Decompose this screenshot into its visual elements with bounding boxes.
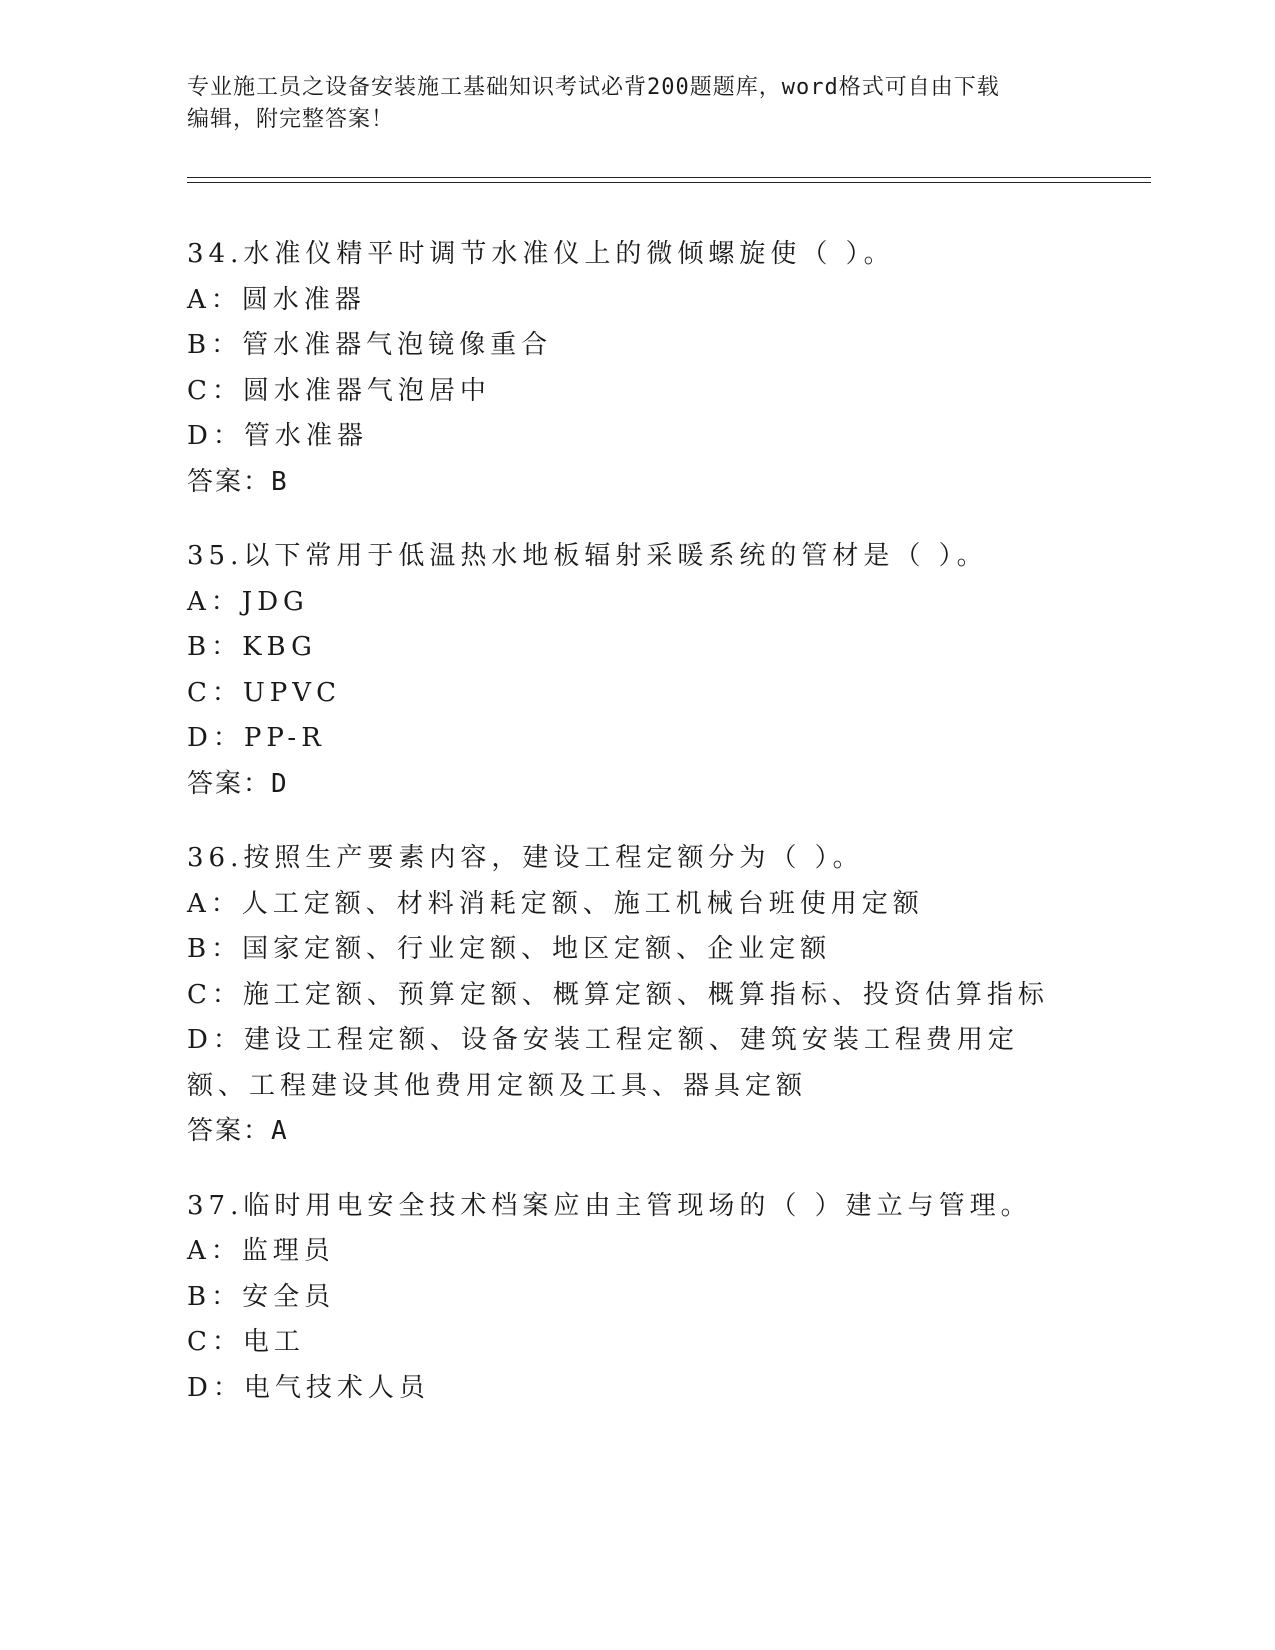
header-rule-top <box>187 177 1151 178</box>
answer-line <box>187 1109 1077 1155</box>
option-b: B：管水准器气泡镜像重合 <box>187 330 553 360</box>
document-header <box>187 72 1077 136</box>
option-b: B：KBG <box>187 632 317 662</box>
option-c: C：圆水准器气泡居中 <box>187 375 491 406</box>
question-37 <box>187 1184 1077 1412</box>
question-36 <box>187 836 1077 1155</box>
option-c: C：施工定额、预算定额、概算定额、概算指标、投资估算指标 <box>187 979 1049 1010</box>
answer-value: A <box>271 1116 289 1146</box>
option-c: C：电工 <box>187 1327 305 1357</box>
question-list <box>187 232 1077 1440</box>
question-35 <box>187 534 1077 807</box>
option-d: D：建设工程定额、设备安装工程定额、建筑安装工程费用定额、工程建设其他费用定额及工具、器具定额 <box>187 1025 1019 1101</box>
option-d: D：PP-R <box>187 723 326 753</box>
option-a: A：JDG <box>187 586 309 617</box>
answer-line <box>187 460 1077 506</box>
option-d: D：管水准器 <box>187 421 368 451</box>
option-d: D：电气技术人员 <box>187 1372 430 1403</box>
option-a: A：人工定额、材料消耗定额、施工机械台班使用定额 <box>187 888 924 919</box>
answer-label: 答案： <box>187 768 272 799</box>
answer-value: D <box>271 768 289 799</box>
option-c: C：UPVC <box>187 677 341 708</box>
answer-value: B <box>271 466 289 497</box>
option-b: B：安全员 <box>187 1281 336 1312</box>
header-title-line-1: 专业施工员之设备安装施工基础知识考试必背200题题库，word格式可自由下载 <box>187 75 1000 100</box>
answer-label: 答案： <box>187 1116 272 1146</box>
option-b: B：国家定额、行业定额、地区定额、企业定额 <box>187 934 832 964</box>
question-stem: 36.按照生产要素内容，建设工程定额分为（ ）。 <box>187 843 864 873</box>
question-34 <box>187 232 1077 505</box>
question-stem: 34.水准仪精平时调节水准仪上的微倾螺旋使（ ）。 <box>187 239 895 269</box>
option-a: A：圆水准器 <box>187 284 366 315</box>
question-stem: 37.临时用电安全技术档案应由主管现场的（ ）建立与管理。 <box>187 1190 1032 1221</box>
answer-line <box>187 762 1077 808</box>
header-title-line-2: 编辑，附完整答案！ <box>187 107 395 132</box>
question-stem: 35.以下常用于低温热水地板辐射采暖系统的管材是（ ）。 <box>187 541 988 571</box>
header-rule-bottom <box>187 182 1151 183</box>
option-a: A：监理员 <box>187 1236 335 1266</box>
answer-label: 答案： <box>187 466 272 497</box>
